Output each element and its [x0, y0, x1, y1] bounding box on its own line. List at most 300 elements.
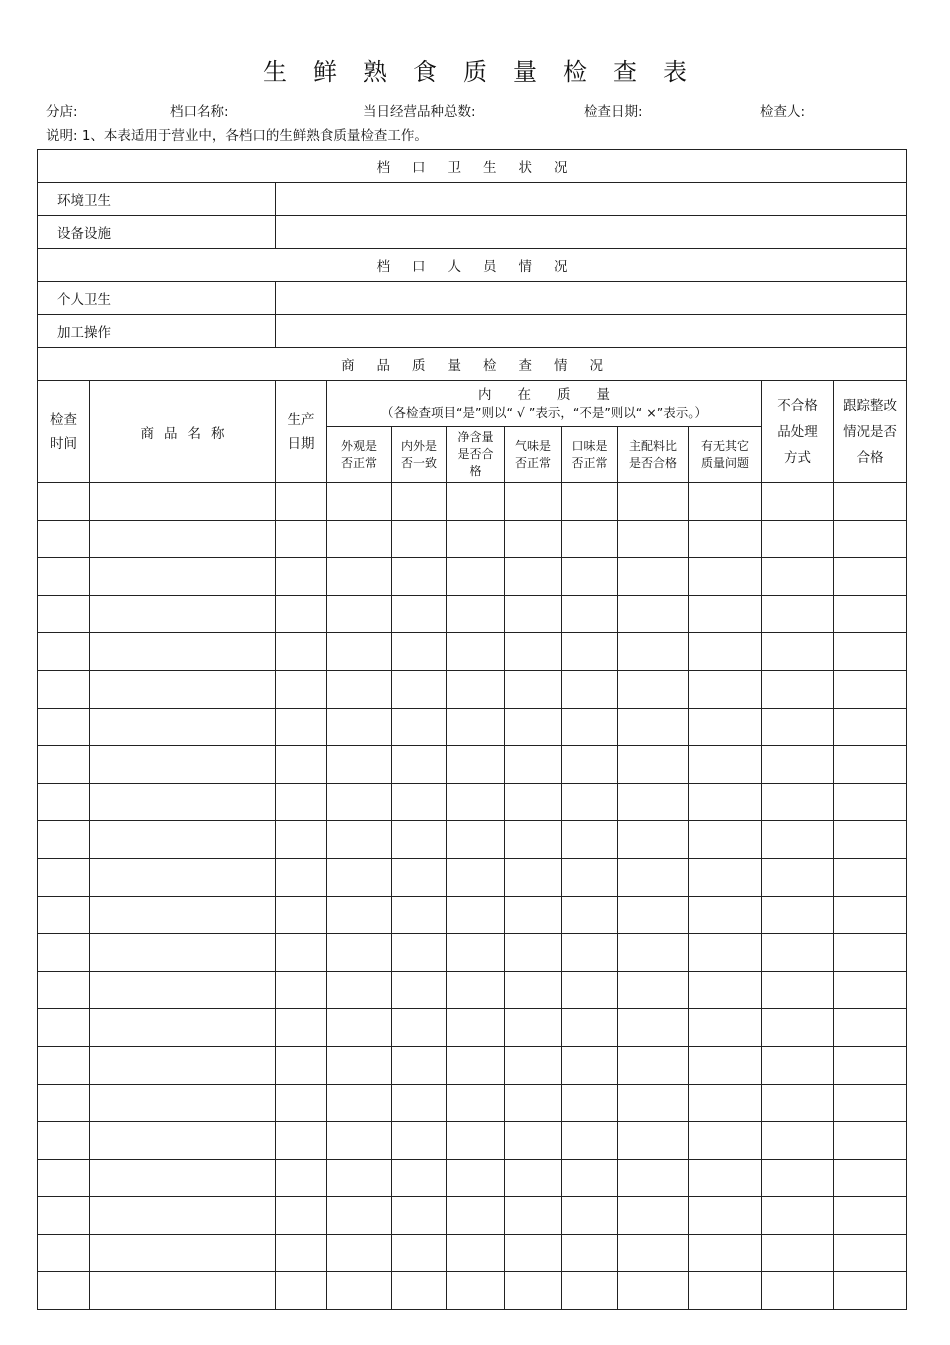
table-cell[interactable] [90, 934, 276, 972]
table-cell[interactable] [38, 1272, 90, 1310]
table-cell[interactable] [834, 1084, 907, 1122]
table-cell[interactable] [618, 971, 689, 1009]
table-cell[interactable] [447, 708, 505, 746]
table-row [38, 520, 907, 558]
table-cell[interactable] [762, 1159, 834, 1197]
table-cell[interactable] [834, 483, 907, 521]
table-cell[interactable] [447, 1197, 505, 1235]
table-cell[interactable] [689, 670, 762, 708]
header-check-time: 检查时间 [38, 381, 90, 483]
table-cell[interactable] [392, 971, 447, 1009]
table-cell[interactable] [834, 1122, 907, 1160]
table-cell[interactable] [689, 934, 762, 972]
table-cell[interactable] [38, 783, 90, 821]
header-sub-1: 内外是否一致 [392, 427, 447, 483]
table-cell[interactable] [276, 1009, 327, 1047]
table-cell[interactable] [38, 1046, 90, 1084]
table-cell[interactable] [562, 595, 618, 633]
table-cell[interactable] [505, 1046, 562, 1084]
table-cell[interactable] [562, 558, 618, 596]
table-row [38, 558, 907, 596]
table-cell[interactable] [276, 595, 327, 633]
table-cell[interactable] [392, 821, 447, 859]
table-cell[interactable] [834, 1046, 907, 1084]
table-cell[interactable] [689, 483, 762, 521]
table-cell[interactable] [90, 1046, 276, 1084]
table-cell[interactable] [447, 1009, 505, 1047]
table-cell[interactable] [38, 1084, 90, 1122]
row-label-processing-text: 加工操作 [57, 325, 111, 341]
table-cell[interactable] [505, 1009, 562, 1047]
table-cell[interactable] [327, 971, 392, 1009]
table-cell[interactable] [447, 1272, 505, 1310]
table-cell[interactable] [762, 483, 834, 521]
table-cell[interactable] [689, 1159, 762, 1197]
table-cell[interactable] [276, 633, 327, 671]
table-cell[interactable] [689, 633, 762, 671]
table-cell[interactable] [762, 708, 834, 746]
table-cell[interactable] [562, 1234, 618, 1272]
table-cell[interactable] [762, 858, 834, 896]
table-row [38, 633, 907, 671]
table-cell[interactable] [276, 858, 327, 896]
table-cell[interactable] [276, 746, 327, 784]
table-cell[interactable] [327, 783, 392, 821]
table-cell[interactable] [618, 595, 689, 633]
table-cell[interactable] [562, 708, 618, 746]
table-cell[interactable] [276, 1084, 327, 1122]
table-cell[interactable] [392, 1009, 447, 1047]
table-cell[interactable] [447, 783, 505, 821]
table-cell[interactable] [447, 595, 505, 633]
table-cell[interactable] [562, 633, 618, 671]
table-cell[interactable] [762, 1009, 834, 1047]
table-cell[interactable] [392, 558, 447, 596]
table-cell[interactable] [276, 483, 327, 521]
table-cell[interactable] [38, 708, 90, 746]
header-sub-6: 有无其它质量问题 [689, 427, 762, 483]
table-cell[interactable] [505, 821, 562, 859]
table-cell[interactable] [38, 934, 90, 972]
table-cell[interactable] [327, 746, 392, 784]
table-cell[interactable] [562, 821, 618, 859]
table-cell[interactable] [689, 1122, 762, 1160]
table-cell[interactable] [327, 708, 392, 746]
table-cell[interactable] [762, 1046, 834, 1084]
table-cell[interactable] [327, 1197, 392, 1235]
page-title: 生鲜熟食质量检查表 [263, 58, 713, 86]
table-cell[interactable] [618, 708, 689, 746]
table-cell[interactable] [689, 821, 762, 859]
table-cell[interactable] [392, 934, 447, 972]
table-cell[interactable] [562, 1084, 618, 1122]
equipment-field[interactable] [276, 216, 907, 249]
table-cell[interactable] [618, 520, 689, 558]
table-cell[interactable] [447, 1046, 505, 1084]
table-cell[interactable] [618, 1159, 689, 1197]
personal-hygiene-field[interactable] [276, 282, 907, 315]
table-row [38, 821, 907, 859]
table-cell[interactable] [392, 520, 447, 558]
table-cell[interactable] [38, 1122, 90, 1160]
table-cell[interactable] [689, 520, 762, 558]
table-cell[interactable] [762, 971, 834, 1009]
table-cell[interactable] [762, 520, 834, 558]
table-cell[interactable] [38, 1234, 90, 1272]
table-cell[interactable] [689, 1234, 762, 1272]
table-cell[interactable] [38, 558, 90, 596]
table-cell[interactable] [618, 896, 689, 934]
table-cell[interactable] [618, 670, 689, 708]
table-cell[interactable] [392, 1159, 447, 1197]
table-row [38, 1234, 907, 1272]
table-cell[interactable] [505, 1084, 562, 1122]
table-cell[interactable] [618, 783, 689, 821]
table-cell[interactable] [689, 1197, 762, 1235]
table-cell[interactable] [392, 708, 447, 746]
table-cell[interactable] [505, 1234, 562, 1272]
table-cell[interactable] [327, 1084, 392, 1122]
table-cell[interactable] [276, 708, 327, 746]
table-cell[interactable] [327, 1009, 392, 1047]
table-cell[interactable] [618, 483, 689, 521]
table-cell[interactable] [90, 520, 276, 558]
header-product-name: 商品名称 [90, 381, 276, 483]
table-cell[interactable] [689, 783, 762, 821]
table-cell[interactable] [762, 934, 834, 972]
table-cell[interactable] [618, 746, 689, 784]
table-cell[interactable] [90, 708, 276, 746]
table-cell[interactable] [90, 483, 276, 521]
table-cell[interactable] [90, 1272, 276, 1310]
environment-hygiene-field[interactable] [276, 183, 907, 216]
table-cell[interactable] [834, 1009, 907, 1047]
table-cell[interactable] [762, 670, 834, 708]
table-cell[interactable] [327, 858, 392, 896]
table-cell[interactable] [38, 971, 90, 1009]
table-cell[interactable] [562, 934, 618, 972]
table-cell[interactable] [447, 746, 505, 784]
table-cell[interactable] [562, 1197, 618, 1235]
table-cell[interactable] [834, 858, 907, 896]
table-cell[interactable] [447, 971, 505, 1009]
table-cell[interactable] [327, 595, 392, 633]
table-cell[interactable] [689, 558, 762, 596]
table-cell[interactable] [90, 1197, 276, 1235]
table-cell[interactable] [562, 858, 618, 896]
table-cell[interactable] [505, 1197, 562, 1235]
table-row [38, 670, 907, 708]
table-cell[interactable] [392, 483, 447, 521]
table-cell[interactable] [618, 1084, 689, 1122]
table-cell[interactable] [562, 1272, 618, 1310]
table-cell[interactable] [689, 896, 762, 934]
table-cell[interactable] [276, 821, 327, 859]
table-cell[interactable] [618, 633, 689, 671]
header-sub-5: 主配料比是否合格 [618, 427, 689, 483]
table-cell[interactable] [90, 858, 276, 896]
table-cell[interactable] [505, 595, 562, 633]
table-row [38, 1159, 907, 1197]
table-cell[interactable] [447, 1234, 505, 1272]
table-cell[interactable] [689, 746, 762, 784]
table-cell[interactable] [90, 595, 276, 633]
table-cell[interactable] [562, 1009, 618, 1047]
row-label-equipment [38, 216, 276, 249]
table-cell[interactable] [276, 1197, 327, 1235]
table-cell[interactable] [392, 595, 447, 633]
table-cell[interactable] [38, 1197, 90, 1235]
table-cell[interactable] [38, 821, 90, 859]
table-cell[interactable] [505, 483, 562, 521]
table-cell[interactable] [38, 858, 90, 896]
table-cell[interactable] [276, 896, 327, 934]
table-cell[interactable] [327, 633, 392, 671]
table-cell[interactable] [276, 971, 327, 1009]
table-cell[interactable] [505, 858, 562, 896]
table-cell[interactable] [90, 821, 276, 859]
table-cell[interactable] [447, 896, 505, 934]
table-cell[interactable] [562, 783, 618, 821]
table-cell[interactable] [762, 1234, 834, 1272]
table-cell[interactable] [38, 633, 90, 671]
table-cell[interactable] [618, 1234, 689, 1272]
table-cell[interactable] [762, 1197, 834, 1235]
table-cell[interactable] [90, 558, 276, 596]
table-cell[interactable] [618, 1272, 689, 1310]
table-cell[interactable] [762, 783, 834, 821]
table-cell[interactable] [689, 708, 762, 746]
table-cell[interactable] [762, 1122, 834, 1160]
table-cell[interactable] [562, 971, 618, 1009]
table-cell[interactable] [392, 858, 447, 896]
table-cell[interactable] [505, 1272, 562, 1310]
table-cell[interactable] [392, 783, 447, 821]
header-nonconforming: 不合格品处理方式 [762, 381, 834, 483]
table-cell[interactable] [90, 746, 276, 784]
table-cell[interactable] [38, 1009, 90, 1047]
table-cell[interactable] [618, 1046, 689, 1084]
table-cell[interactable] [90, 971, 276, 1009]
table-cell[interactable] [392, 1046, 447, 1084]
table-cell[interactable] [447, 934, 505, 972]
table-cell[interactable] [276, 1234, 327, 1272]
table-cell[interactable] [618, 558, 689, 596]
table-cell[interactable] [505, 1159, 562, 1197]
table-cell[interactable] [276, 670, 327, 708]
table-cell[interactable] [689, 595, 762, 633]
processing-field[interactable] [276, 315, 907, 348]
table-cell[interactable] [38, 595, 90, 633]
table-cell[interactable] [447, 821, 505, 859]
inner-quality-note: （各检查项目“是”则以“ √ ”表示，“不是”则以“ ×”表示。） [381, 404, 707, 420]
table-cell[interactable] [834, 633, 907, 671]
table-cell[interactable] [834, 1159, 907, 1197]
table-cell[interactable] [562, 520, 618, 558]
table-cell[interactable] [327, 821, 392, 859]
table-cell[interactable] [618, 934, 689, 972]
table-cell[interactable] [618, 1197, 689, 1235]
table-cell[interactable] [447, 633, 505, 671]
table-cell[interactable] [327, 1272, 392, 1310]
table-cell[interactable] [392, 1084, 447, 1122]
table-cell[interactable] [505, 708, 562, 746]
table-cell[interactable] [834, 821, 907, 859]
table-cell[interactable] [447, 483, 505, 521]
table-cell[interactable] [392, 633, 447, 671]
table-cell[interactable] [505, 670, 562, 708]
table-cell[interactable] [618, 858, 689, 896]
table-cell[interactable] [392, 896, 447, 934]
table-row [38, 1009, 907, 1047]
stall-name-label: 档口名称: [170, 104, 229, 120]
table-cell[interactable] [327, 558, 392, 596]
table-cell[interactable] [327, 520, 392, 558]
table-cell[interactable] [392, 1234, 447, 1272]
table-cell[interactable] [834, 783, 907, 821]
table-cell[interactable] [562, 1159, 618, 1197]
store-label: 分店: [46, 104, 78, 120]
table-cell[interactable] [834, 1197, 907, 1235]
table-cell[interactable] [90, 633, 276, 671]
table-row [38, 595, 907, 633]
table-cell[interactable] [327, 934, 392, 972]
table-cell[interactable] [38, 483, 90, 521]
table-cell[interactable] [689, 971, 762, 1009]
table-cell[interactable] [447, 1159, 505, 1197]
table-cell[interactable] [276, 520, 327, 558]
table-row [38, 1197, 907, 1235]
table-cell[interactable] [327, 483, 392, 521]
table-cell[interactable] [562, 746, 618, 784]
table-cell[interactable] [562, 1122, 618, 1160]
table-cell[interactable] [505, 934, 562, 972]
table-cell[interactable] [327, 896, 392, 934]
table-cell[interactable] [834, 896, 907, 934]
table-row [38, 971, 907, 1009]
table-cell[interactable] [276, 783, 327, 821]
table-cell[interactable] [562, 1046, 618, 1084]
table-cell[interactable] [38, 746, 90, 784]
table-cell[interactable] [834, 670, 907, 708]
table-cell[interactable] [327, 1046, 392, 1084]
table-cell[interactable] [505, 896, 562, 934]
table-cell[interactable] [689, 1046, 762, 1084]
table-cell[interactable] [447, 520, 505, 558]
table-cell[interactable] [392, 1122, 447, 1160]
table-row [38, 1272, 907, 1310]
table-cell[interactable] [38, 1159, 90, 1197]
table-cell[interactable] [505, 746, 562, 784]
table-cell[interactable] [38, 520, 90, 558]
table-cell[interactable] [392, 1272, 447, 1310]
table-cell[interactable] [762, 746, 834, 784]
table-cell[interactable] [447, 670, 505, 708]
table-cell[interactable] [505, 1122, 562, 1160]
table-cell[interactable] [689, 1009, 762, 1047]
row-label-processing [38, 315, 276, 348]
table-cell[interactable] [447, 858, 505, 896]
table-cell[interactable] [762, 633, 834, 671]
table-cell[interactable] [689, 1272, 762, 1310]
table-cell[interactable] [834, 1234, 907, 1272]
table-cell[interactable] [762, 1272, 834, 1310]
table-cell[interactable] [90, 1234, 276, 1272]
table-cell[interactable] [327, 670, 392, 708]
table-cell[interactable] [327, 1122, 392, 1160]
table-cell[interactable] [447, 1122, 505, 1160]
table-cell[interactable] [505, 520, 562, 558]
table-cell[interactable] [38, 670, 90, 708]
table-cell[interactable] [562, 670, 618, 708]
table-cell[interactable] [90, 1009, 276, 1047]
table-cell[interactable] [689, 1084, 762, 1122]
table-cell[interactable] [276, 1272, 327, 1310]
table-cell[interactable] [762, 1084, 834, 1122]
table-cell[interactable] [834, 708, 907, 746]
table-cell[interactable] [562, 896, 618, 934]
row-label-environment-text: 环境卫生 [57, 193, 111, 209]
table-cell[interactable] [505, 783, 562, 821]
table-cell[interactable] [834, 558, 907, 596]
table-cell[interactable] [392, 746, 447, 784]
table-cell[interactable] [618, 1122, 689, 1160]
table-cell[interactable] [834, 934, 907, 972]
table-cell[interactable] [392, 1197, 447, 1235]
table-cell[interactable] [762, 558, 834, 596]
table-cell[interactable] [447, 1084, 505, 1122]
table-cell[interactable] [90, 896, 276, 934]
table-cell[interactable] [505, 558, 562, 596]
table-cell[interactable] [505, 971, 562, 1009]
table-cell[interactable] [762, 595, 834, 633]
product-count-label: 当日经营品种总数: [363, 104, 476, 120]
table-cell[interactable] [505, 633, 562, 671]
table-cell[interactable] [618, 821, 689, 859]
table-row [38, 746, 907, 784]
table-cell[interactable] [689, 858, 762, 896]
table-cell[interactable] [90, 1159, 276, 1197]
section-hygiene-title: 档口卫生状况 [38, 150, 907, 183]
header-inner-quality [327, 381, 762, 427]
table-cell[interactable] [447, 558, 505, 596]
table-cell[interactable] [90, 1122, 276, 1160]
table-cell[interactable] [276, 934, 327, 972]
table-cell[interactable] [276, 1159, 327, 1197]
table-cell[interactable] [90, 1084, 276, 1122]
table-cell[interactable] [562, 483, 618, 521]
table-cell[interactable] [834, 520, 907, 558]
table-cell[interactable] [618, 1009, 689, 1047]
table-cell[interactable] [276, 1046, 327, 1084]
table-cell[interactable] [327, 1159, 392, 1197]
table-row [38, 1046, 907, 1084]
table-cell[interactable] [834, 595, 907, 633]
table-cell[interactable] [276, 558, 327, 596]
table-cell[interactable] [392, 670, 447, 708]
table-cell[interactable] [90, 670, 276, 708]
table-cell[interactable] [38, 896, 90, 934]
table-cell[interactable] [90, 783, 276, 821]
table-cell[interactable] [762, 821, 834, 859]
table-cell[interactable] [762, 896, 834, 934]
table-cell[interactable] [327, 1234, 392, 1272]
table-cell[interactable] [834, 746, 907, 784]
table-cell[interactable] [276, 1122, 327, 1160]
inspector-label: 检查人: [760, 104, 806, 120]
table-cell[interactable] [834, 1272, 907, 1310]
table-cell[interactable] [834, 971, 907, 1009]
